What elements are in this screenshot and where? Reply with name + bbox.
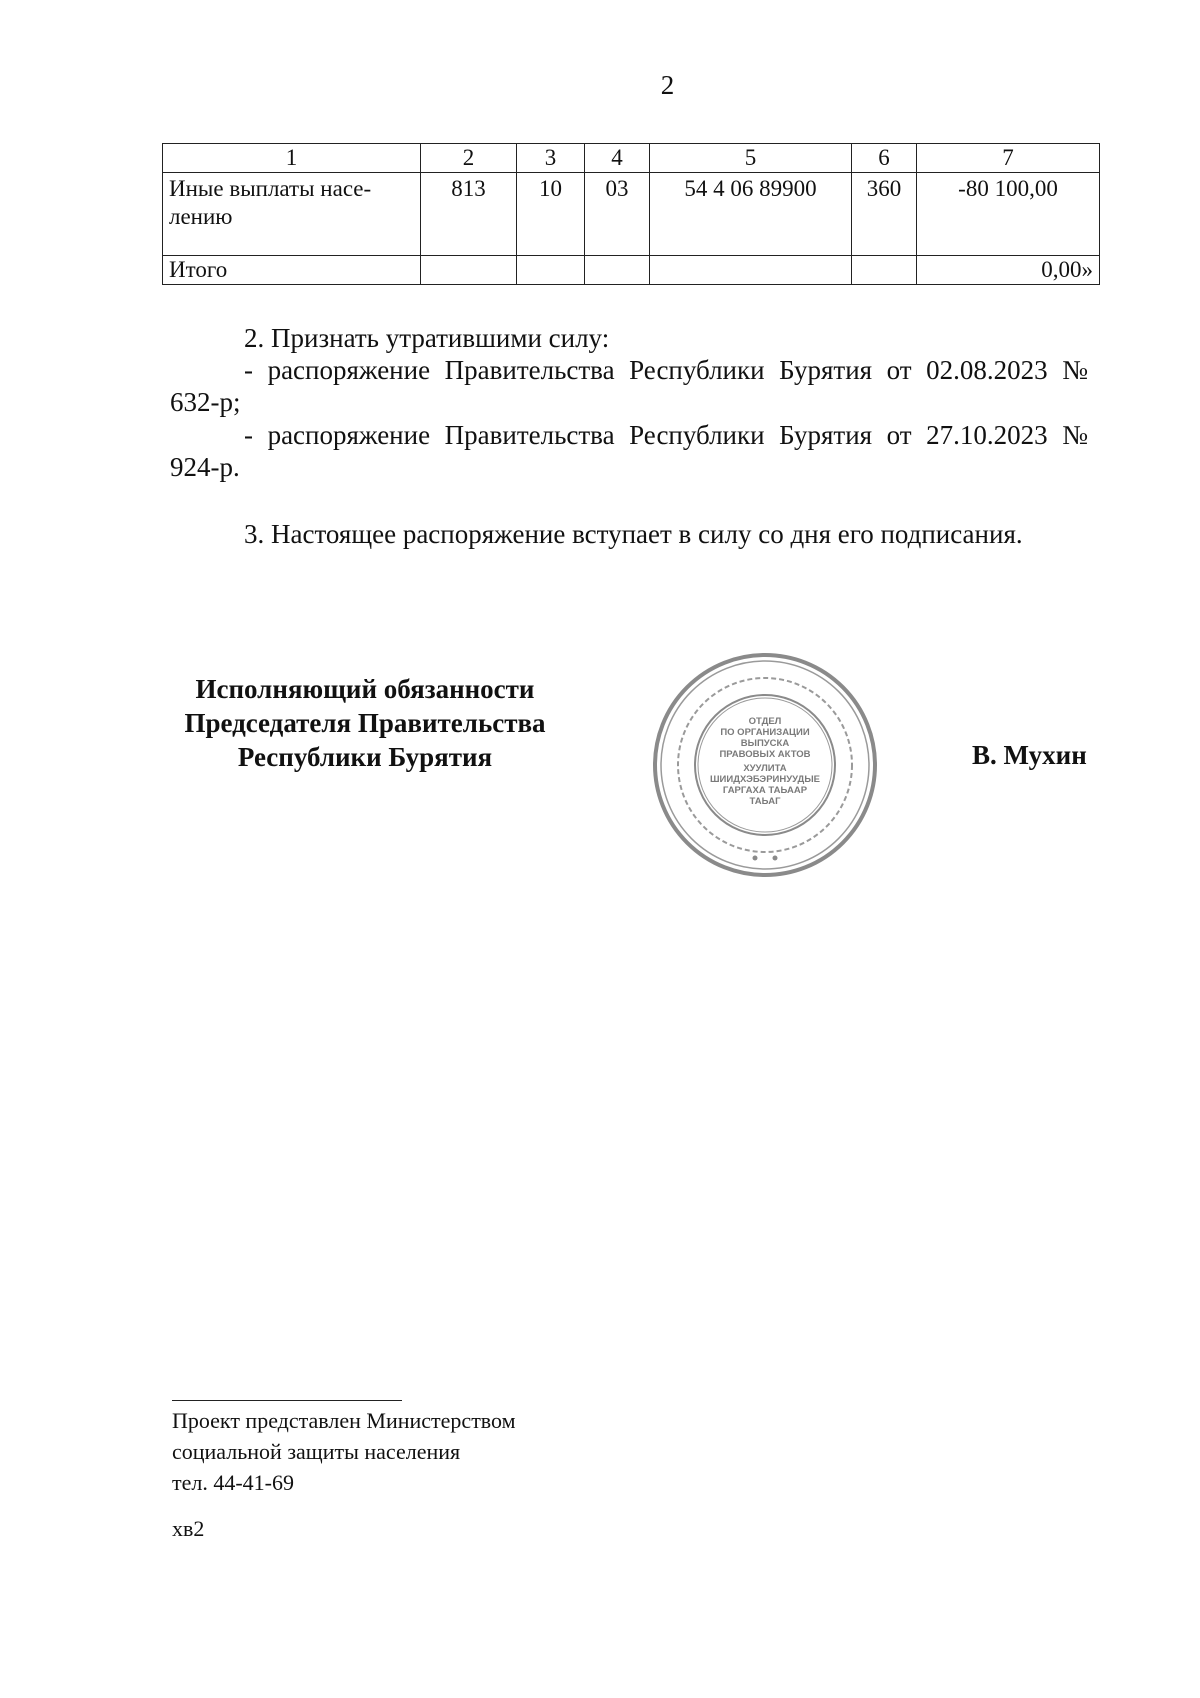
footnote-line: тел. 44-41-69	[172, 1470, 295, 1495]
row-cell-col7: -80 100,00	[917, 173, 1100, 256]
paragraph-3: 3. Настоящее распоряжение вступает в силу со дня его подписания.	[244, 519, 1023, 549]
row-cell-col4: 03	[585, 173, 650, 256]
table-header-cell: 5	[650, 144, 852, 173]
signatory-title-line: Республики Бурятия	[237, 742, 493, 772]
svg-text:ВЫПУСКА: ВЫПУСКА	[740, 738, 790, 749]
paragraph-2-item-2: - распоряжение Правительства Республики Бурятия от 27.10.2023 № 924-р.	[170, 420, 1088, 482]
table-header-cell: 7	[917, 144, 1100, 173]
budget-table	[162, 143, 1100, 285]
table-total-row	[163, 256, 1100, 285]
row-cell-col6: 360	[852, 173, 917, 256]
svg-text:ТАЬАГ: ТАЬАГ	[749, 796, 781, 807]
svg-text:ПО ОРГАНИЗАЦИИ: ПО ОРГАНИЗАЦИИ	[720, 727, 810, 738]
row-cell-col3: 10	[517, 173, 585, 256]
footnote-divider	[172, 1400, 402, 1401]
empty-cell	[517, 256, 585, 285]
footnote	[172, 1405, 516, 1498]
footnote-line: социальной защиты населения	[172, 1439, 461, 1464]
table-header-cell: 6	[852, 144, 917, 173]
document-code: хв2	[172, 1516, 205, 1541]
table-row	[163, 173, 1100, 256]
footnote-line: Проект представлен Министерством	[172, 1408, 516, 1433]
row-cell-col5: 54 4 06 89900	[650, 173, 852, 256]
empty-cell	[650, 256, 852, 285]
table-header-cell: 4	[585, 144, 650, 173]
svg-text:ПРАВОВЫХ АКТОВ: ПРАВОВЫХ АКТОВ	[719, 749, 811, 760]
table-header-cell: 1	[163, 144, 421, 173]
page-number: 2	[660, 70, 675, 100]
official-seal-stamp	[650, 650, 880, 880]
table-header-row	[163, 144, 1100, 173]
signatory-name: В. Мухин	[972, 740, 1087, 770]
paragraph-2-title: 2. Признать утратившими силу:	[244, 323, 610, 353]
total-label-cell: Итого	[163, 256, 421, 285]
table-header-cell: 3	[517, 144, 585, 173]
empty-cell	[852, 256, 917, 285]
signatory-title	[160, 672, 570, 774]
svg-text:ХУУЛИТА: ХУУЛИТА	[743, 763, 787, 774]
row-name-cell: Иные выплаты насе-лению	[163, 173, 421, 256]
signatory-title-line: Исполняющий обязанности	[195, 674, 535, 704]
total-value-cell: 0,00»	[917, 256, 1100, 285]
svg-text:ШИИДХЭБЭРИНУУДЫЕ: ШИИДХЭБЭРИНУУДЫЕ	[710, 774, 820, 785]
empty-cell	[421, 256, 517, 285]
svg-text:ОТДЕЛ: ОТДЕЛ	[748, 716, 782, 727]
signatory-title-line: Председателя Правительства	[184, 708, 546, 738]
paragraph-2-item-1: - распоряжение Правительства Республики Бурятия от 02.08.2023 № 632-р;	[170, 355, 1088, 417]
svg-text:ГАРГАХА ТАЬААР: ГАРГАХА ТАЬААР	[722, 785, 808, 796]
row-cell-col2: 813	[421, 173, 517, 256]
table-header-cell: 2	[421, 144, 517, 173]
empty-cell	[585, 256, 650, 285]
